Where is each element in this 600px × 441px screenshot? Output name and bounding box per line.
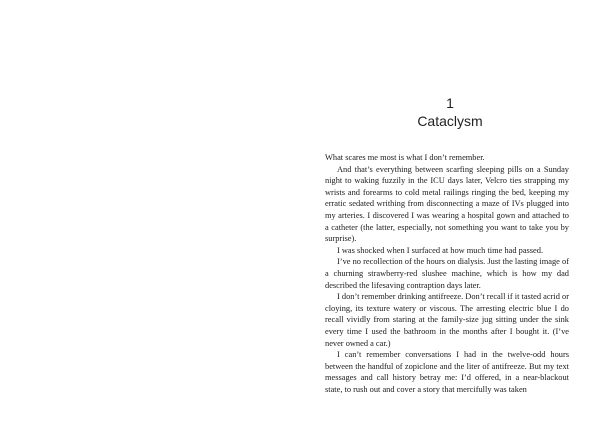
chapter-number: 1 bbox=[446, 95, 454, 111]
paragraph: And that’s everything between scarfing sleeping pills on a Sunday night to waking fuzzily in the ICU days later, Velcro ties strapping my wrists and forearms to cold metal railings ringing the bed, keeping my erratic sedated writhing from disconnecting a maze of IVs plugged into my arteries. I discovered I was wearing a hospital gown and attached to a catheter (the latter, especially, not something you want to take you by surprise). bbox=[325, 164, 569, 244]
chapter-title: Cataclysm bbox=[417, 113, 483, 129]
paragraph: I don’t remember drinking antifreeze. Don’t recall if it tasted acrid or cloying, its texture watery or viscous. The arresting electric blue I do recall vividly from staring at the family-size jug sitting under the sink every time I used the bathroom in the months after I bought it. (I’ve never owned a car.) bbox=[325, 292, 569, 348]
paragraph: What scares me most is what I don’t remember. bbox=[325, 153, 485, 162]
paragraph: I was shocked when I surfaced at how much time had passed. bbox=[337, 245, 544, 255]
chapter-body bbox=[325, 152, 569, 395]
paragraph: I can’t remember conversations I had in the twelve-odd hours between the handful of zopiclone and the liter of antifreeze. But my text messages and call history betray me: I’d offered, in a near-blackout state, to rush out and cover a story that mercifully was taken bbox=[325, 350, 569, 394]
paragraph: I’ve no recollection of the hours on dialysis. Just the lasting image of a churning strawberry-red slushee machine, which is how my dad described the lifesaving contraption days later. bbox=[325, 257, 569, 290]
